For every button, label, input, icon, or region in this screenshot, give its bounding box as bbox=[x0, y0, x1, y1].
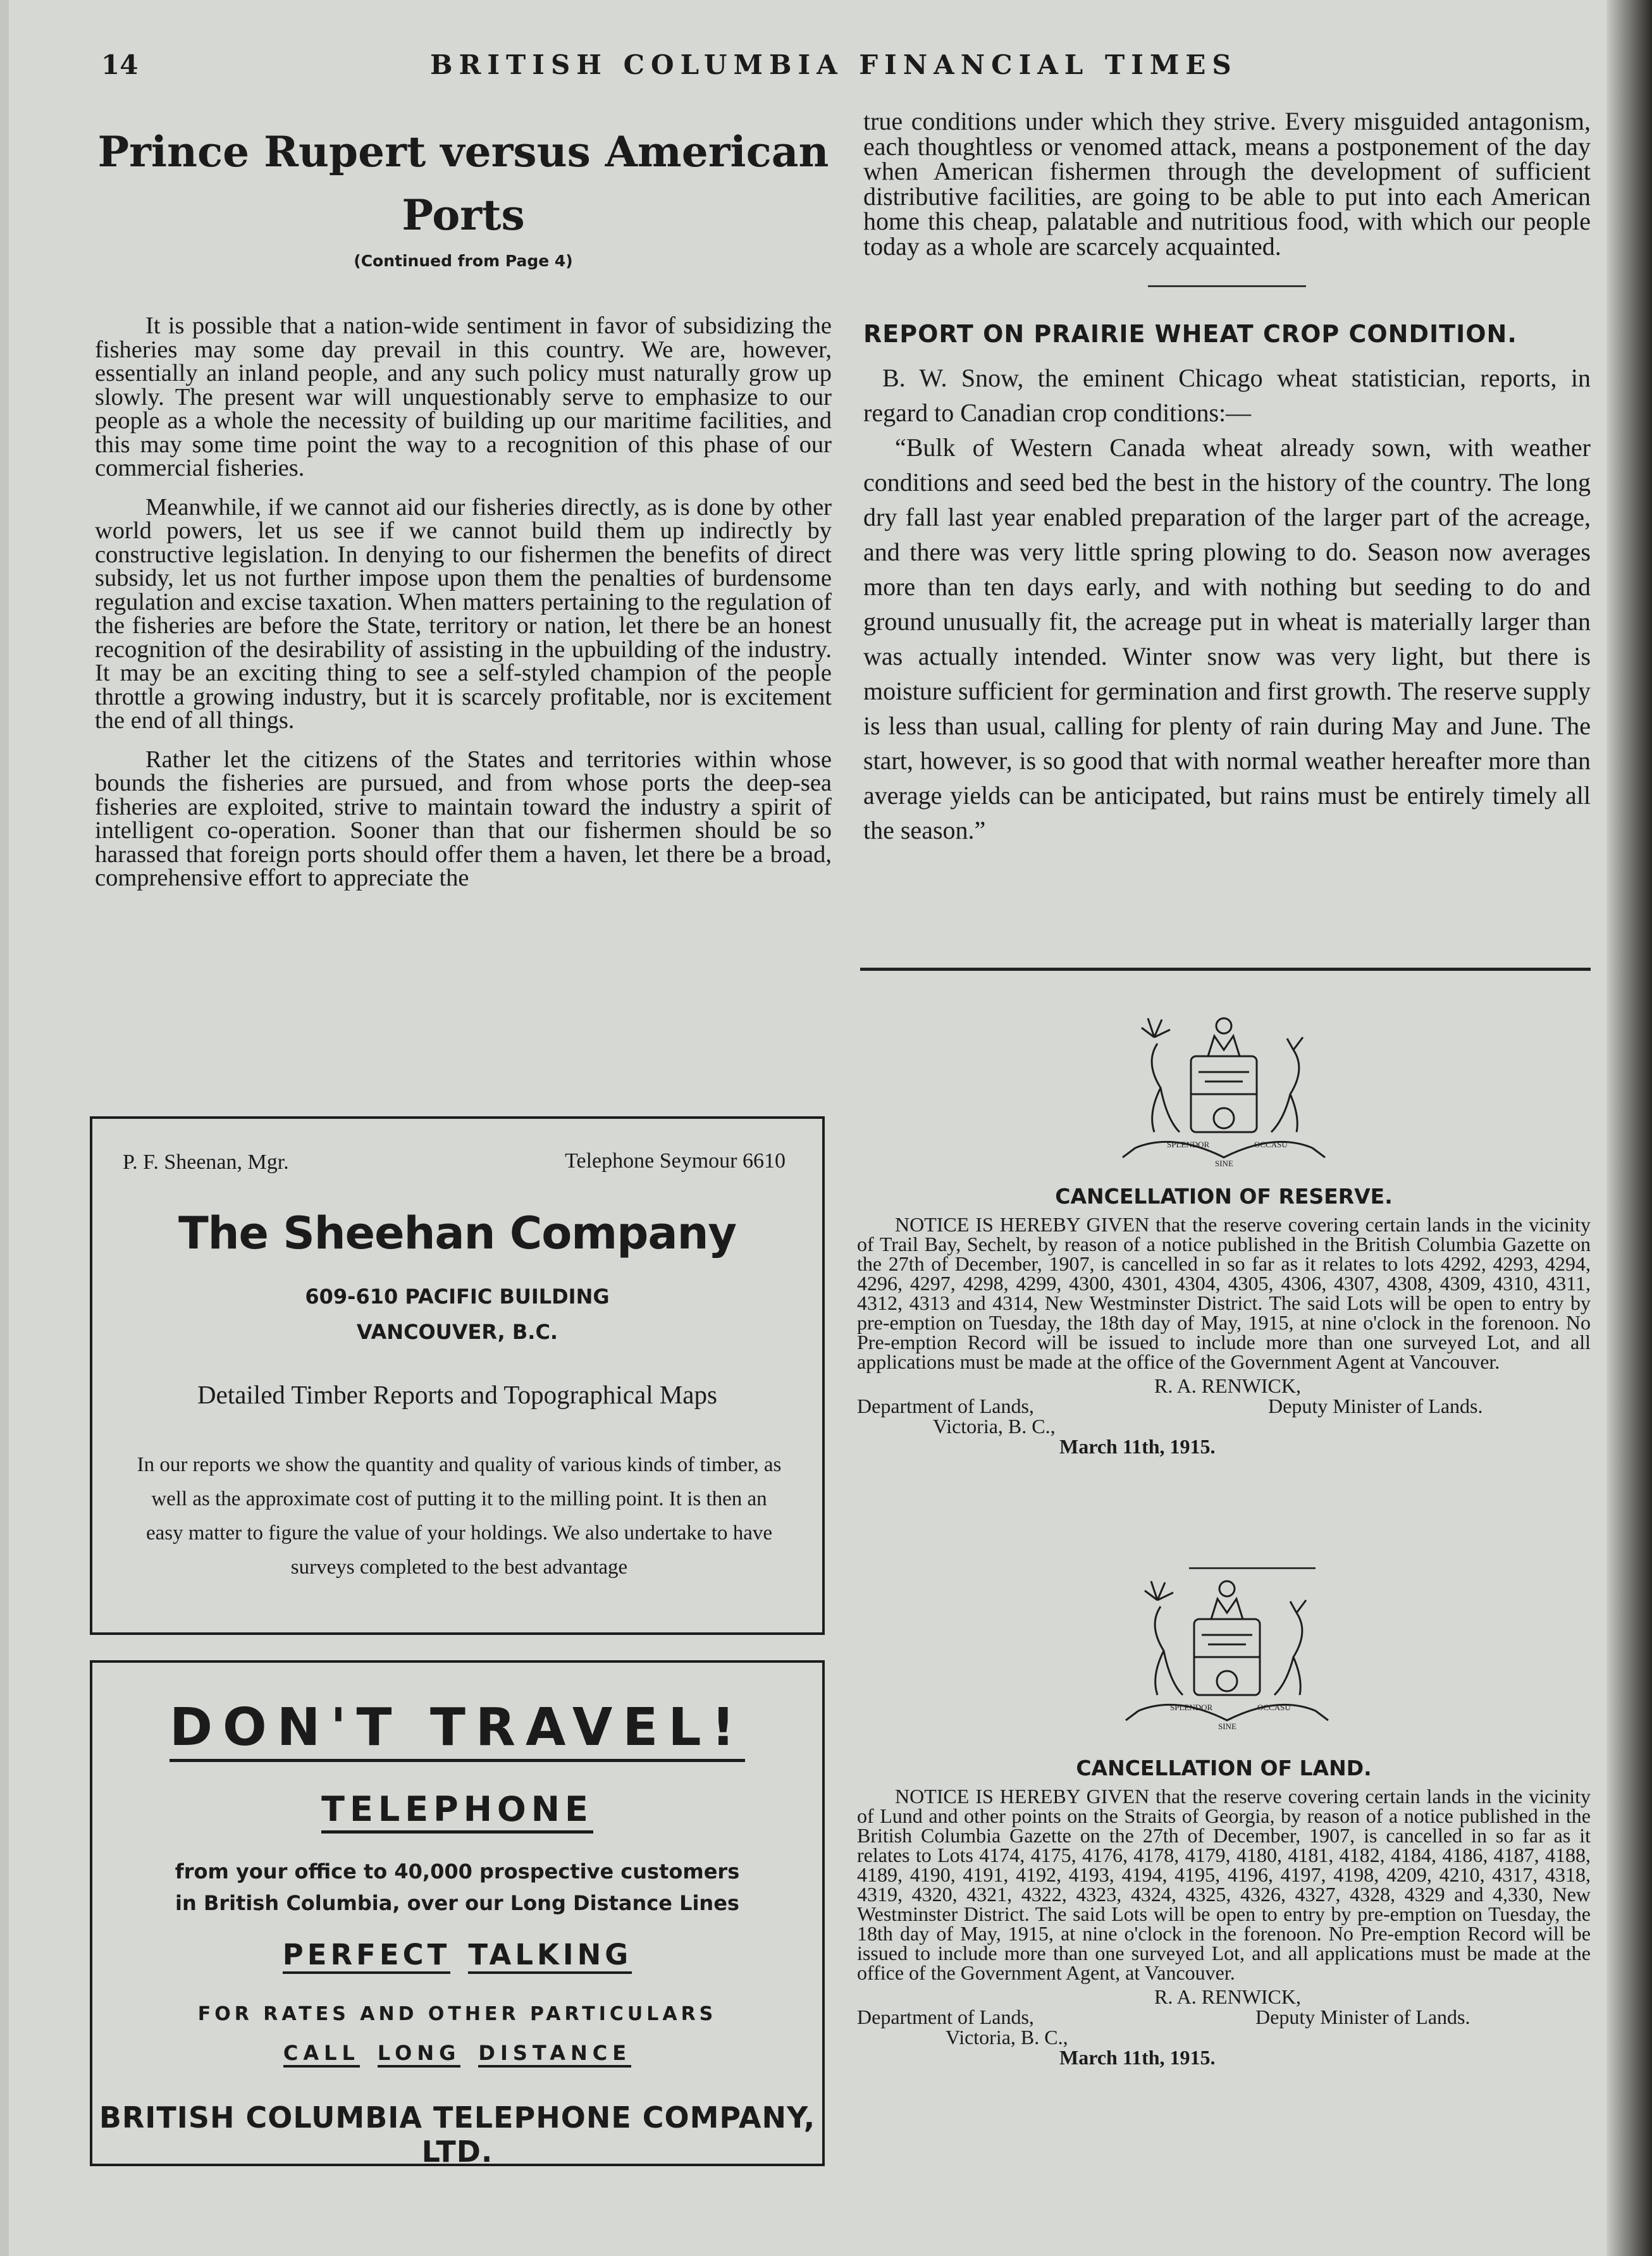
article-body bbox=[95, 314, 832, 891]
crest-left-motto: SPLENDOR bbox=[1167, 1140, 1210, 1149]
article-title-line2: Ports bbox=[402, 190, 525, 240]
ad-address-line1: 609-610 PACIFIC BUILDING bbox=[305, 1285, 610, 1309]
notice-heading: CANCELLATION OF RESERVE. bbox=[1055, 1184, 1393, 1209]
notice-signer: R. A. RENWICK, bbox=[1154, 1985, 1301, 2008]
article-title-line1: Prince Rupert versus American bbox=[97, 127, 829, 176]
article-paragraph: Rather let the citizens of the States and territories within whose bounds the fisheries are pursued, and from whose ports the deep-sea fisheries are exploited, strive to maintain toward the industry a spirit of intelligent co-operation. Sooner than that our fishermen should be so harassed that foreign ports should offer them a haven, let there be a broad, comprehensive effort to appreciate the bbox=[95, 746, 832, 891]
notice-heading: CANCELLATION OF LAND. bbox=[1076, 1756, 1372, 1780]
ad-perfect: PERFECT bbox=[283, 1938, 451, 1974]
wheat-report-body bbox=[863, 361, 1591, 848]
notice-place: Victoria, B. C., bbox=[946, 2026, 1068, 2049]
ad-rates: FOR RATES AND OTHER PARTICULARS bbox=[197, 2003, 717, 2025]
telephone-company-ad bbox=[90, 1660, 825, 2169]
wheat-report-heading: REPORT ON PRAIRIE WHEAT CROP CONDITION. bbox=[863, 320, 1517, 348]
ad-call: CALL bbox=[283, 2041, 360, 2068]
notice-department: Department of Lands, bbox=[857, 2006, 1034, 2028]
crest-bottom-motto: SINE bbox=[1218, 1722, 1236, 1731]
notice-place: Victoria, B. C., bbox=[933, 1415, 1056, 1438]
ad-company-name: BRITISH COLUMBIA TELEPHONE COMPANY, LTD. bbox=[99, 2100, 816, 2169]
wheat-report-quote: “Bulk of Western Canada wheat already sown, with weather conditions and seed bed the best in the history of the country. The long dry fall last year enabled preparation of the larger part of the acreage, and there was very little spring plowing to do. Season now averages more than ten days early, and with nothing but seeding to do and ground unusually fit, the acreage put in wheat is materially larger than was actually intended. Winter snow was very light, but there is moisture sufficient for germination and first growth. The reserve supply is less than usual, calling for plenty of rain during May and June. The start, however, is so good that with normal weather hereafter more than average yields can be anticipated, but rains must be entirely timely all the season.” bbox=[863, 433, 1591, 844]
ad-address-line2: VANCOUVER, B.C. bbox=[356, 1320, 558, 1344]
notice-title: Deputy Minister of Lands. bbox=[1268, 1395, 1483, 1417]
ad-headline bbox=[92, 1698, 822, 1762]
ad-long: LONG bbox=[378, 2041, 461, 2068]
continued-note: (Continued from Page 4) bbox=[354, 252, 573, 270]
cancellation-of-land-notice bbox=[857, 1756, 1591, 2069]
article-title bbox=[95, 120, 832, 247]
page-left-edge bbox=[0, 0, 9, 2256]
ad-offer-line2: in British Columbia, over our Long Distance Lines bbox=[175, 1891, 739, 1915]
notice-divider bbox=[1189, 1567, 1316, 1569]
book-spine-shadow bbox=[1606, 0, 1652, 2256]
notice-signature bbox=[857, 1372, 1591, 1458]
article-left-column bbox=[95, 120, 832, 906]
bc-coat-of-arms-icon bbox=[1110, 1012, 1338, 1176]
ad-manager: P. F. Sheenan, Mgr. bbox=[123, 1150, 289, 1174]
continuation-paragraph: true conditions under which they strive. Every misguided antagonism, each thoughtless or venomed attack, means a postponement of the day when American fishermen through the development of sufficient distributive facilities, are going to be able to put into each American home this cheap, palatable and nutritious food, with which our people today as a whole are scarcely acquainted. bbox=[863, 107, 1591, 261]
ad-talking: TALKING bbox=[468, 1938, 632, 1974]
notice-signature bbox=[857, 1983, 1591, 2069]
article-paragraph: It is possible that a nation-wide sentiment in favor of subsidizing the fisheries may some day prevail in this country. We are, however, essentially an inland people, and any such policy must naturally grow up slowly. The present war will unquestionably serve to emphasize to our people as a whole the necessity of building up our maritime facilities, and this may some time point the way to a recognition of this phase of our commercial fisheries. bbox=[95, 312, 832, 481]
notice-body: NOTICE IS HEREBY GIVEN that the reserve covering certain lands in the vicinity of Trail Bay, Sechelt, by reason of a notice published in the British Columbia Gazette on the 27th of December, 1907, is cancelled in so far as it relates to lots 4292, 4293, 4294, 4296, 4297, 4298, 4299, 4300, 4301, 4304, 4305, 4306, 4307, 4308, 4309, 4310, 4311, 4312, 4313 and 4314, New Westminster District. The said Lots will be open to entry by pre-emption on Tuesday, the 18th day of May, 1915, at nine o'clock in the forenoon. No Pre-emption Record will be issued to include more than one surveyed Lot, and all applications must be made at the office of the Government Agent at Vancouver. bbox=[857, 1213, 1591, 1373]
article-paragraph: Meanwhile, if we cannot aid our fisheries directly, as is done by other world powers, let us see if we cannot build them up indirectly by constructive legislation. In denying to our fishermen the benefits of direct subsidy, let us not further impose upon them the penalties of burdensome regulation and excise taxation. When matters pertaining to the regulation of the fisheries are before the State, territory or nation, let there be an honest recognition of the desirability of assisting in the upbuilding of the industry. It may be an exciting thing to see a self-styled champion of the people throttle a growing industry, but it is scarcely profitable, nor is excitement the end of all things. bbox=[95, 493, 832, 734]
crest-right-motto: OCCASU bbox=[1257, 1703, 1291, 1712]
ad-offer bbox=[92, 1856, 822, 1919]
section-divider bbox=[1148, 285, 1306, 287]
column-rule bbox=[860, 968, 1591, 971]
ad-telephone: Telephone Seymour 6610 bbox=[565, 1149, 786, 1173]
notice-department: Department of Lands, bbox=[857, 1395, 1034, 1417]
ad-perfect-talking bbox=[92, 1938, 822, 1974]
page-number: 14 bbox=[101, 49, 139, 80]
right-column bbox=[863, 109, 1591, 848]
ad-headline-text: DON'T TRAVEL! bbox=[170, 1698, 745, 1762]
article-continuation bbox=[863, 109, 1591, 259]
bc-coat-of-arms-icon bbox=[1113, 1575, 1341, 1739]
ad-description: In our reports we show the quantity and quality of various kinds of timber, as well as the approximate cost of putting it to the milling point. It is then an easy matter to figure the value of your holdings. We also undertake to have surveys completed to the best advantage bbox=[137, 1453, 782, 1579]
crest-left-motto: SPLENDOR bbox=[1170, 1703, 1213, 1712]
notice-title: Deputy Minister of Lands. bbox=[1255, 2006, 1470, 2028]
wheat-report-intro: B. W. Snow, the eminent Chicago wheat statistician, reports, in regard to Canadian crop conditions:— bbox=[863, 364, 1591, 427]
cancellation-of-reserve-notice bbox=[857, 1184, 1591, 1458]
notice-date: March 11th, 1915. bbox=[1059, 2046, 1216, 2069]
notice-signer: R. A. RENWICK, bbox=[1154, 1374, 1301, 1397]
ad-distance: DISTANCE bbox=[478, 2041, 631, 2068]
ad-offer-line1: from your office to 40,000 prospective customers bbox=[175, 1859, 740, 1883]
ad-telephone-word bbox=[92, 1789, 822, 1834]
ad-call-long-distance bbox=[92, 2041, 822, 2068]
crest-right-motto: OCCASU bbox=[1254, 1140, 1288, 1149]
ad-telephone-text: TELEPHONE bbox=[321, 1789, 593, 1834]
notice-date: March 11th, 1915. bbox=[1059, 1435, 1216, 1458]
notice-body: NOTICE IS HEREBY GIVEN that the reserve covering certain lands in the vicinity of Lund and other points on the Straits of Georgia, by reason of a notice published in the British Columbia Gazette on the 27th of December, 1907, is cancelled in so far as it relates to Lots 4174, 4175, 4176, 4178, 4179, 4180, 4181, 4182, 4184, 4186, 4187, 4188, 4189, 4190, 4191, 4192, 4193, 4194, 4195, 4196, 4197, 4198, 4209, 4210, 4317, 4318, 4319, 4320, 4321, 4322, 4323, 4324, 4325, 4326, 4327, 4328, 4329 and 4,330, New Westminster District. The said Lots will be open to entry by pre-emption on Tuesday, the 18th day of May, 1915, at nine o'clock in the forenoon. No Pre-emption Record will be issued to include more than one surveyed Lot, and all applications must be made at the office of the Government Agent, at Vancouver. bbox=[857, 1785, 1591, 1984]
running-header bbox=[95, 49, 1550, 87]
publication-title: BRITISH COLUMBIA FINANCIAL TIMES bbox=[430, 49, 1238, 80]
ad-subtitle: Detailed Timber Reports and Topographical Maps bbox=[197, 1380, 717, 1409]
crest-bottom-motto: SINE bbox=[1215, 1159, 1233, 1168]
ad-company-name: The Sheehan Company bbox=[178, 1207, 737, 1259]
sheehan-company-ad bbox=[90, 1116, 825, 1635]
